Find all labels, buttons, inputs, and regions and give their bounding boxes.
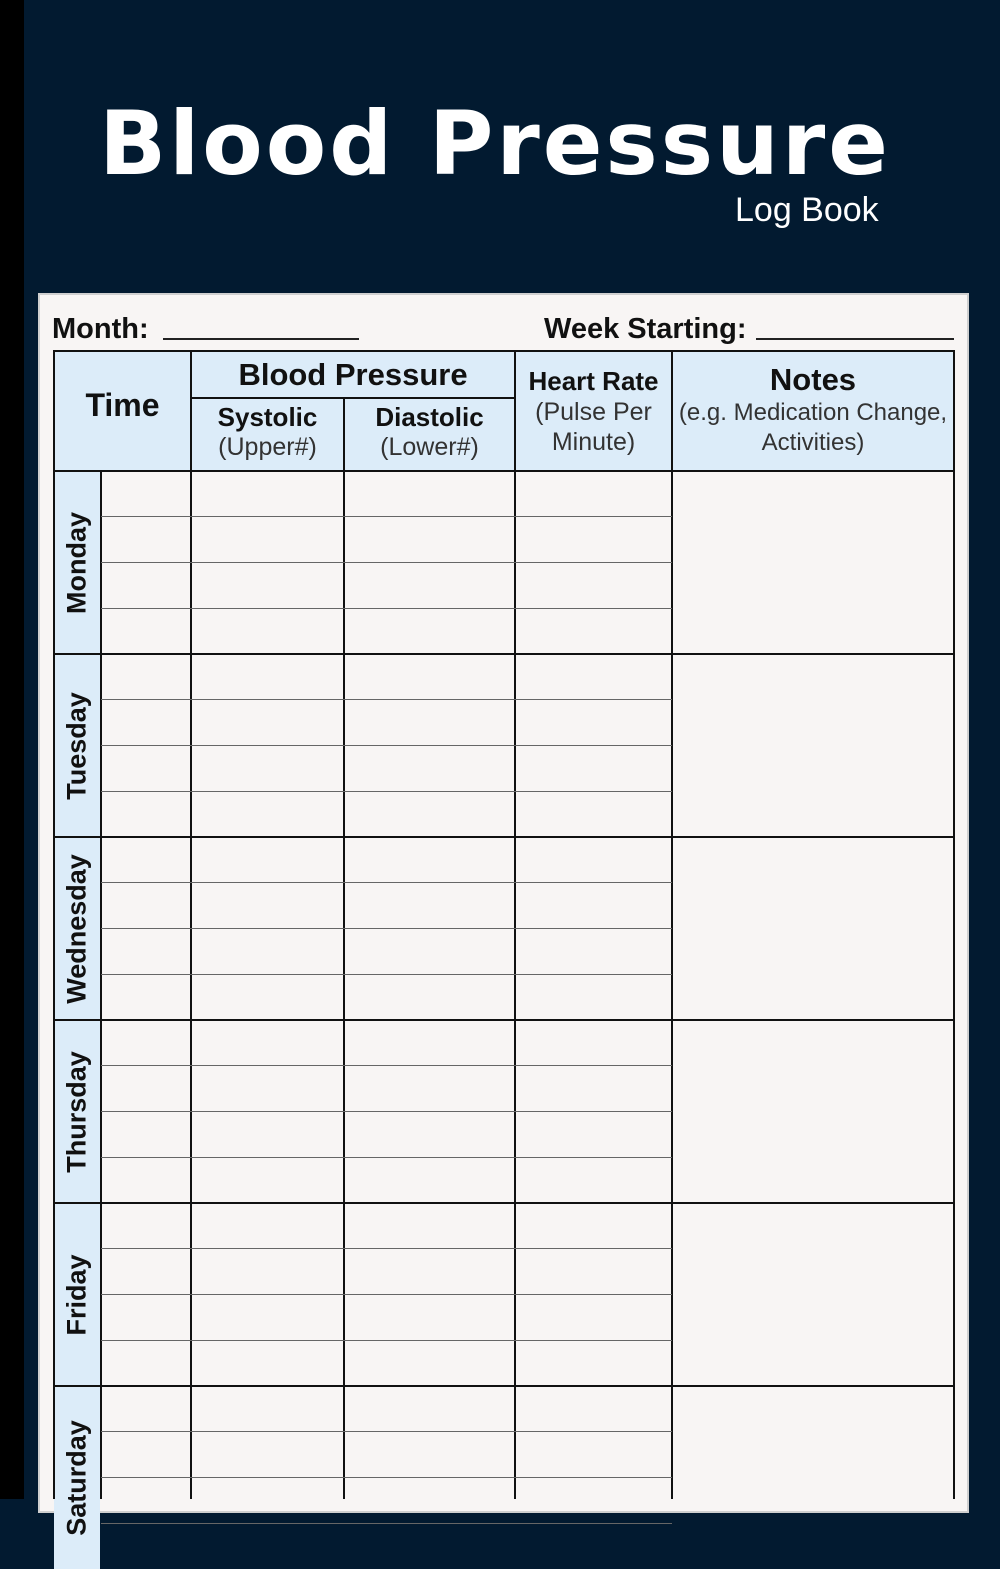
day-label-thursday: Thursday (61, 1050, 92, 1173)
heart-rate-header: Heart Rate (528, 366, 659, 396)
row-line (101, 562, 672, 563)
day-separator-line (53, 1385, 955, 1387)
day-separator-line (53, 836, 955, 838)
table-border-right (953, 350, 955, 1499)
row-line (101, 928, 672, 929)
day-label-saturday: Saturday (61, 1419, 92, 1536)
month-label: Month: (52, 313, 149, 345)
day-cell-wednesday (54, 837, 100, 1020)
row-line (101, 1523, 672, 1524)
bp-header-cell (191, 352, 515, 398)
week-starting-field-line (756, 338, 954, 340)
day-cell-friday (54, 1203, 100, 1386)
day-label-friday: Friday (61, 1253, 92, 1336)
row-line (101, 882, 672, 883)
notes-header-cell (672, 352, 954, 471)
systolic-header-cell (191, 398, 344, 471)
row-line (101, 745, 672, 746)
blood-pressure-header: Blood Pressure (238, 357, 468, 392)
heart-rate-subheader-2: Minute) (551, 428, 636, 456)
log-sheet (38, 293, 969, 1513)
row-line (101, 791, 672, 792)
month-field-line (163, 338, 359, 340)
row-line (101, 1248, 672, 1249)
day-label-wednesday: Wednesday (61, 853, 92, 1004)
row-line (101, 1477, 672, 1478)
systolic-header: Systolic (217, 402, 318, 432)
table-border-top (53, 350, 955, 352)
heart-rate-header-cell (515, 352, 672, 471)
notes-subheader-1: (e.g. Medication Change, (678, 399, 948, 426)
time-header: Time (85, 387, 160, 423)
day-label-monday: Monday (61, 511, 92, 614)
day-cell-saturday (54, 1386, 100, 1569)
diastolic-header: Diastolic (375, 402, 484, 432)
row-line (101, 1111, 672, 1112)
row-line (101, 1157, 672, 1158)
row-line (101, 1065, 672, 1066)
book-spine (0, 0, 24, 1499)
row-line (101, 1294, 672, 1295)
day-separator-line (53, 653, 955, 655)
day-separator-line (53, 1019, 955, 1021)
heart-rate-subheader-1: (Pulse Per (535, 398, 652, 426)
time-header-cell (54, 352, 191, 471)
column-line-heart (671, 350, 673, 1499)
header-bottom-line (53, 470, 955, 472)
row-line (101, 974, 672, 975)
day-label-tuesday: Tuesday (61, 691, 92, 800)
day-cell-monday (54, 471, 100, 654)
week-starting-label: Week Starting: (544, 313, 747, 345)
column-line-time (190, 350, 192, 1499)
diastolic-header-cell (344, 398, 515, 471)
day-cell-tuesday (54, 654, 100, 837)
notes-header: Notes (769, 362, 857, 397)
row-line (101, 1431, 672, 1432)
row-line (101, 699, 672, 700)
cover-subtitle: Log Book (735, 191, 879, 229)
day-cell-thursday (54, 1020, 100, 1203)
row-line (101, 516, 672, 517)
row-line (101, 608, 672, 609)
bp-subheader-line (191, 397, 515, 399)
systolic-subheader: (Upper#) (218, 433, 317, 461)
table-border-left (53, 350, 55, 1499)
day-separator-line (53, 1202, 955, 1204)
column-line-day (100, 471, 102, 1499)
diastolic-subheader: (Lower#) (380, 433, 479, 461)
column-line-diastolic (514, 350, 516, 1499)
row-line (101, 1340, 672, 1341)
notes-subheader-2: Activities) (761, 429, 865, 456)
cover-title: Blood Pressure (99, 92, 891, 195)
